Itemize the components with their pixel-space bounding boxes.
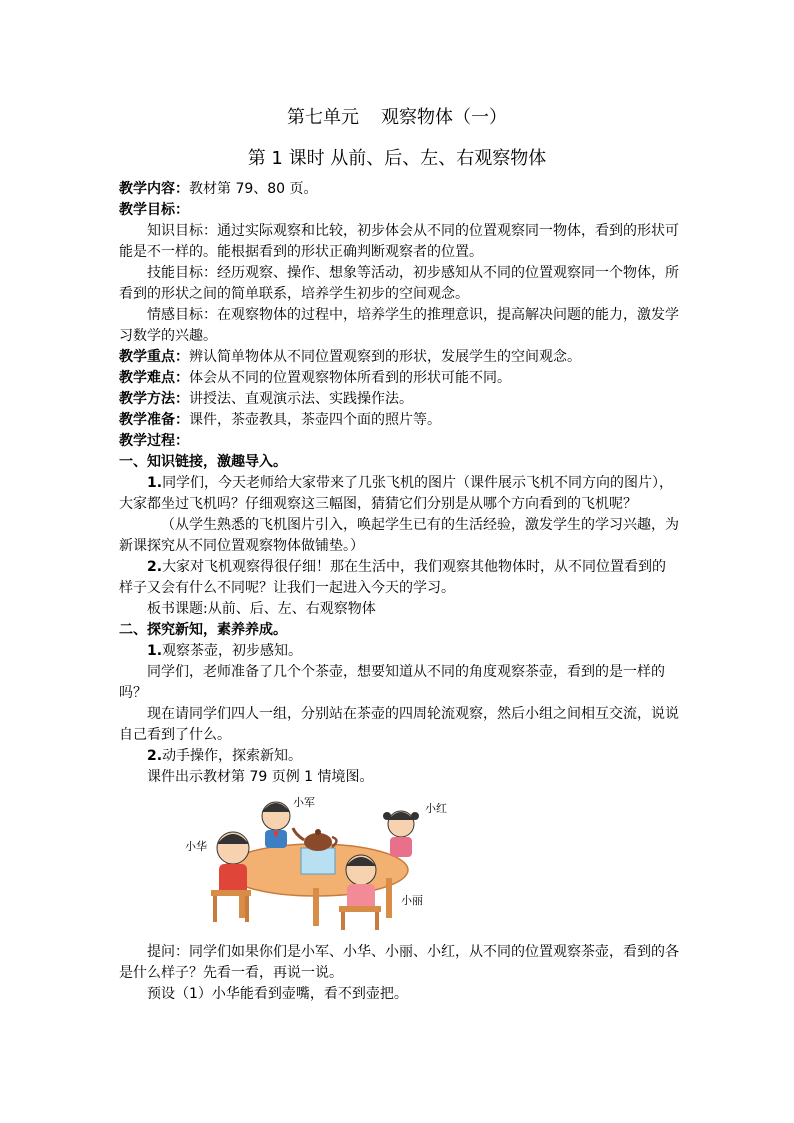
boy-xiaojun-hair <box>262 803 290 812</box>
process-heading: 教学过程： <box>119 433 189 449</box>
teapot-scene-illustration <box>181 792 461 932</box>
teapot-icon <box>304 833 332 851</box>
goal-emotion: 情感目标：在观察物体的过程中，培养学生的推理意识，提高解决问题的能力，激发学习数学的兴趣。 <box>119 307 679 344</box>
teapot-scene-svg <box>181 792 461 932</box>
section2-step2: 2.动手操作，探索新知。 <box>147 748 303 764</box>
teaching-prep: 教学准备：课件，茶壶教具，茶壶四个面的照片等。 <box>119 412 441 428</box>
chair-icon <box>339 906 381 912</box>
unit-title <box>0 106 794 130</box>
chair-leg <box>245 896 249 922</box>
chair-icon <box>211 890 251 896</box>
table-leg <box>313 888 319 926</box>
section1-board: 板书课题:从前、后、左、右观察物体 <box>147 601 376 617</box>
boy-xiaohua-hair <box>217 834 249 844</box>
section1-para2: 2.大家对飞机观察得很仔细！那在生活中，我们观察其他物体时，从不同位置看到的样子又会有什么不同呢？让我们一起进入今天的学习。 <box>119 559 667 596</box>
unit-label: 第七单元 <box>287 107 359 128</box>
teapot-lid-icon <box>315 829 321 835</box>
teaching-difficulty: 教学难点：体会从不同的位置观察物体所看到的形状可能不同。 <box>119 370 511 386</box>
section2-step1-para-b: 现在请同学们四人一组，分别站在茶壶的四周轮流观察，然后小组之间相互交流，说说自己看到了什么。 <box>119 706 679 743</box>
document-body <box>119 179 679 1005</box>
hair-bun-icon <box>411 812 419 820</box>
teaching-content: 教学内容：教材第 79、80 页。 <box>119 181 318 197</box>
teapot-stand <box>301 848 335 874</box>
label-xiaohua: 小华 <box>185 840 207 853</box>
goals-heading: 教学目标： <box>119 202 189 218</box>
label-xiaoli: 小丽 <box>401 894 423 907</box>
teaching-keypoint: 教学重点：辨认简单物体从不同位置观察到的形状，发展学生的空间观念。 <box>119 349 581 365</box>
section1-title: 一、知识链接，激趣导入。 <box>119 454 287 470</box>
unit-topic: 观察物体（一） <box>381 107 507 128</box>
section1-note: （从学生熟悉的飞机图片引入，唤起学生已有的生活经验，激发学生的学习兴趣，为新课探究从不同位置观察物体做铺垫。） <box>119 517 679 554</box>
teaching-method: 教学方法：讲授法、直观演示法、实践操作法。 <box>119 391 413 407</box>
chair-leg <box>375 912 379 930</box>
lesson-title: 第 1 课时 从前、后、左、右观察物体 <box>247 148 547 169</box>
section2-title: 二、探究新知，素养养成。 <box>119 622 287 638</box>
girl-xiaohong-hair <box>388 812 414 820</box>
hair-bun-icon <box>383 812 391 820</box>
label-xiaojun: 小军 <box>293 796 315 809</box>
chair-leg <box>213 896 217 922</box>
question-para: 提问：同学们如果你们是小军、小华、小丽、小红，从不同的位置观察茶壶，看到的各是什么样子？先看一看，再说一说。 <box>119 944 679 981</box>
section2-step1: 1.观察茶壶，初步感知。 <box>147 643 303 659</box>
table-leg <box>386 878 392 918</box>
chair-leg <box>341 912 345 930</box>
section2-step1-para-a: 同学们，老师准备了几个个茶壶，想要知道从不同的角度观察茶壶，看到的是一样的吗？ <box>119 664 665 701</box>
goal-skill: 技能目标：经历观察、操作、想象等活动，初步感知从不同的位置观察同一个物体，所看到的形状之间的简单联系，培养学生初步的空间观念。 <box>119 265 679 302</box>
section1-para1: 1.同学们，今天老师给大家带来了几张飞机的图片（课件展示飞机不同方向的图片），大家都坐过飞机吗？仔细观察这三幅图，猜猜它们分别是从哪个方向看到的飞机呢？ <box>119 475 674 512</box>
preset-para: 预设（1）小华能看到壶嘴，看不到壶把。 <box>147 986 408 1002</box>
girl-xiaohong-body <box>390 837 412 857</box>
teapot-spout-icon <box>293 828 304 840</box>
label-xiaohong: 小红 <box>425 802 447 815</box>
goal-knowledge: 知识目标：通过实际观察和比较，初步体会从不同的位置观察同一物体，看到的形状可能是不一样的。能根据看到的形状正确判断观察者的位置。 <box>119 223 679 260</box>
section2-step2-para-a: 课件出示教材第 79 页例 1 情境图。 <box>147 769 374 785</box>
